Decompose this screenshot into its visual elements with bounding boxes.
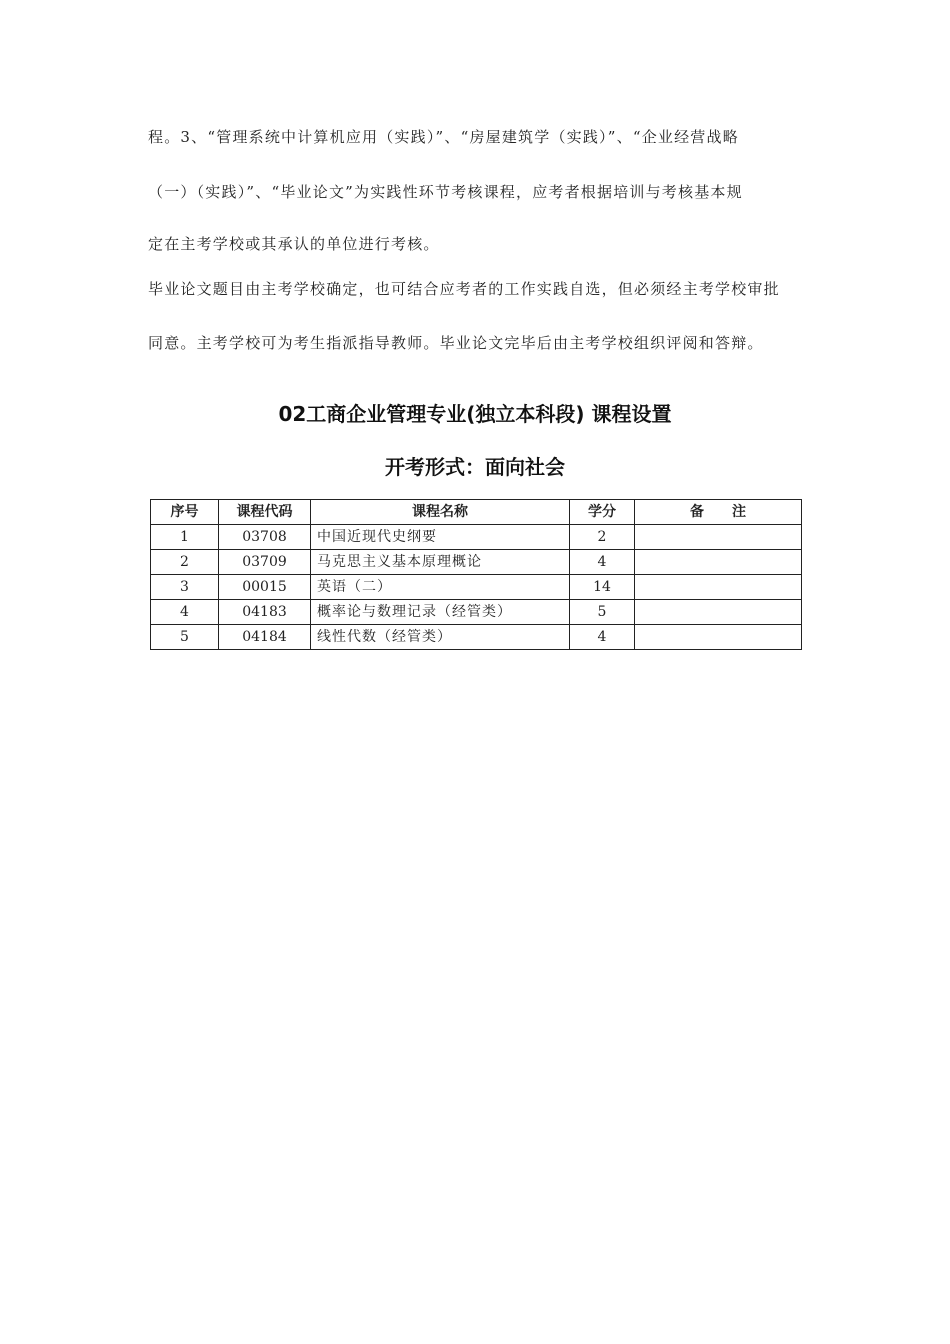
cell-code: 00015 — [219, 575, 311, 600]
cell-name: 线性代数（经管类） — [311, 625, 570, 650]
cell-no: 3 — [151, 575, 219, 600]
cell-credit: 14 — [570, 575, 635, 600]
table-row — [151, 550, 802, 575]
paragraph-line: 定在主考学校或其承认的单位进行考核。 — [148, 235, 440, 253]
cell-name: 马克思主义基本原理概论 — [311, 550, 570, 575]
paragraph-line: （一）（实践）”、“毕业论文”为实践性环节考核课程，应考者根据培训与考核基本规 — [148, 183, 743, 201]
cell-credit: 5 — [570, 600, 635, 625]
paragraph-line: 毕业论文题目由主考学校确定，也可结合应考者的工作实践自选，但必须经主考学校审批 — [148, 280, 780, 298]
cell-no: 5 — [151, 625, 219, 650]
table-header-row — [151, 500, 802, 525]
cell-name: 英语（二） — [311, 575, 570, 600]
cell-credit: 2 — [570, 525, 635, 550]
cell-no: 4 — [151, 600, 219, 625]
cell-remark — [635, 600, 802, 625]
table-row — [151, 525, 802, 550]
paragraph-line: 同意。主考学校可为考生指派指导教师。毕业论文完毕后由主考学校组织评阅和答辩。 — [148, 334, 764, 352]
cell-credit: 4 — [570, 550, 635, 575]
cell-credit: 4 — [570, 625, 635, 650]
cell-name: 概率论与数理记录（经管类） — [311, 600, 570, 625]
header-remark: 备 注 — [635, 500, 802, 525]
table-row — [151, 600, 802, 625]
cell-no: 1 — [151, 525, 219, 550]
header-credit: 学分 — [570, 500, 635, 525]
course-table — [150, 499, 802, 650]
cell-remark — [635, 550, 802, 575]
cell-remark — [635, 575, 802, 600]
cell-code: 03709 — [219, 550, 311, 575]
cell-no: 2 — [151, 550, 219, 575]
cell-remark — [635, 625, 802, 650]
page-title: 02工商企业管理专业(独立本科段) 课程设置 — [278, 402, 672, 426]
table-row — [151, 575, 802, 600]
cell-code: 04184 — [219, 625, 311, 650]
cell-remark — [635, 525, 802, 550]
header-no: 序号 — [151, 500, 219, 525]
header-name: 课程名称 — [311, 500, 570, 525]
table-row — [151, 625, 802, 650]
cell-code: 03708 — [219, 525, 311, 550]
cell-code: 04183 — [219, 600, 311, 625]
paragraph-line: 程。3、“管理系统中计算机应用（实践）”、“房屋建筑学（实践）”、“企业经营战略 — [148, 128, 739, 146]
cell-name: 中国近现代史纲要 — [311, 525, 570, 550]
header-code: 课程代码 — [219, 500, 311, 525]
page-subtitle: 开考形式：面向社会 — [385, 455, 565, 479]
